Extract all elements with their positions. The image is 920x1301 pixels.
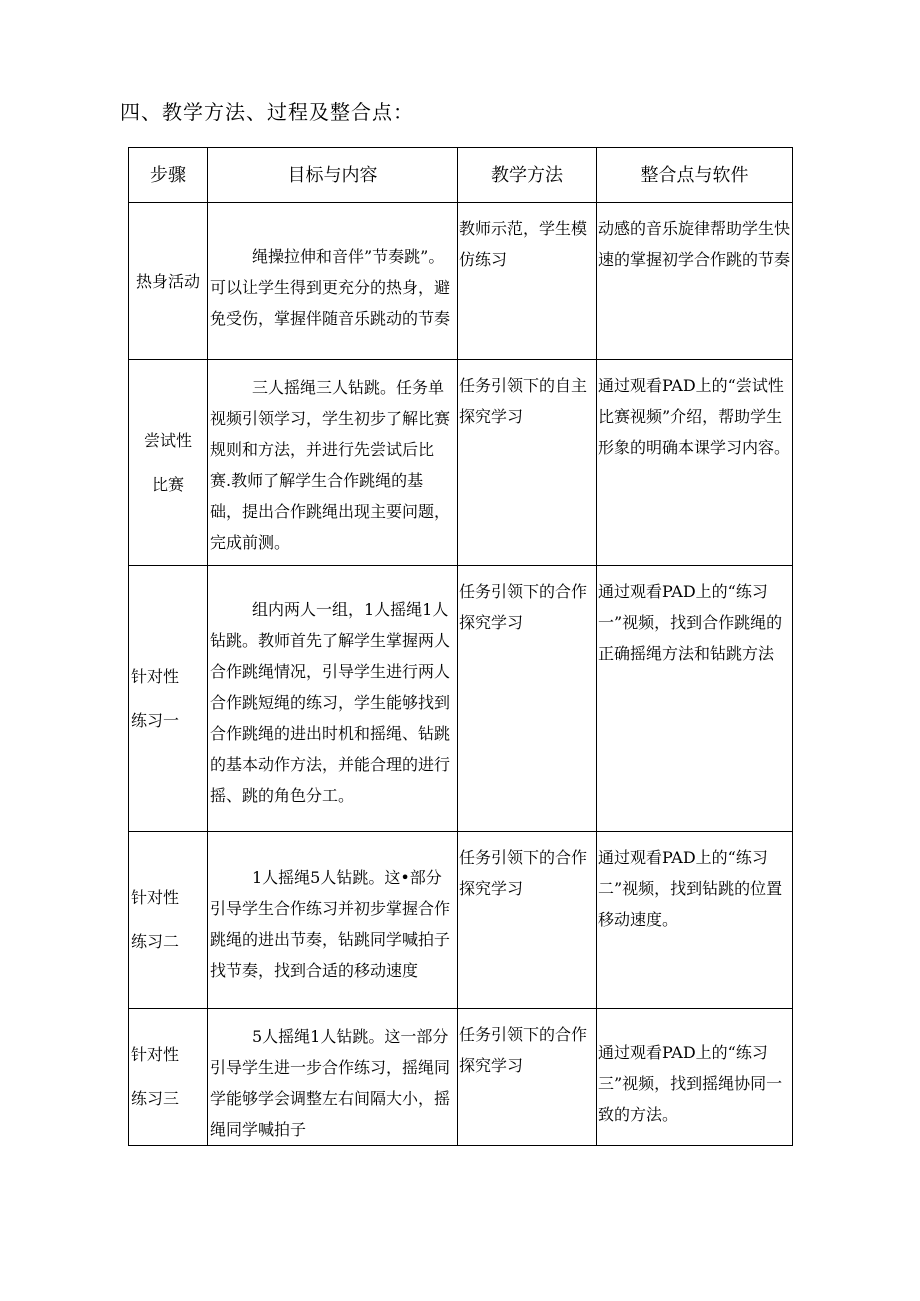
step-cell	[129, 360, 208, 566]
method-text: 任务引领下的合作探究学习	[459, 582, 588, 632]
content-cell	[208, 203, 458, 360]
step-label: 热身活动	[135, 271, 200, 291]
content-text: 5人摇绳1人钻跳。这一部分引导学生进一步合作练习，摇绳同学能够学会调整左右间隔大小，摇绳同学喊拍子	[210, 1027, 451, 1139]
step-label-line2: 练习一	[131, 710, 180, 730]
content-text: 绳操拉伸和音伴”节奏跳”。可以让学生得到更充分的热身，避免受伤，掌握伴随音乐跳动的节奏	[210, 247, 451, 328]
tool-text: 通过观看PAD上的“练习三”视频，找到摇绳协同一致的方法。	[598, 1043, 783, 1124]
header-method: 教学方法	[458, 148, 597, 203]
method-text: 教师示范，学生模仿练习	[459, 219, 588, 269]
header-tool: 整合点与软件	[597, 148, 793, 203]
teaching-process-table	[128, 147, 793, 1146]
step-cell	[129, 203, 208, 360]
step-label-line2: 练习二	[131, 932, 180, 951]
content-cell	[208, 566, 458, 832]
step-cell	[129, 832, 208, 1009]
method-cell	[458, 203, 597, 360]
table-header-row	[129, 148, 793, 203]
tool-text: 动感的音乐旋律帮助学生快速的掌握初学合作跳的节奏	[598, 219, 791, 269]
method-cell	[458, 832, 597, 1009]
tool-cell	[597, 360, 793, 566]
table-row	[129, 1009, 793, 1146]
content-cell	[208, 360, 458, 566]
table-row	[129, 203, 793, 360]
table-row	[129, 566, 793, 832]
step-label-line1: 针对性	[131, 888, 180, 907]
content-text: 1人摇绳5人钻跳。这•部分引导学生合作练习并初步掌握合作跳绳的进出节奏，钻跳同学喊拍子找节奏，找到合适的移动速度	[210, 868, 451, 980]
tool-text: 通过观看PAD上的“尝试性比赛视频”介绍，帮助学生形象的明确本课学习内容。	[598, 376, 791, 457]
tool-text: 通过观看PAD上的“练习一”视频，找到合作跳绳的正确摇绳方法和钻跳方法	[598, 582, 783, 663]
content-cell	[208, 1009, 458, 1146]
method-text: 任务引领下的自主探究学习	[459, 376, 588, 426]
method-text: 任务引领下的合作探究学习	[459, 1025, 588, 1075]
step-cell	[129, 1009, 208, 1146]
step-label-line2: 练习三	[131, 1089, 180, 1108]
content-text: 三人摇绳三人钻跳。任务单视频引领学习，学生初步了解比赛规则和方法，并进行先尝试后比赛.教师了解学生合作跳绳的基础，提出合作跳绳出现主要问题，完成前测。	[210, 378, 451, 552]
content-text: 组内两人一组，1人摇绳1人钻跳。教师首先了解学生掌握两人合作跳绳情况，引导学生进行两人合作跳短绳的练习，学生能够找到合作跳绳的进出时机和摇绳、钻跳的基本动作方法，并能合理的进行摇、跳的角色分工。	[210, 600, 451, 805]
tool-cell	[597, 1009, 793, 1146]
tool-cell	[597, 832, 793, 1009]
method-cell	[458, 566, 597, 832]
step-label-line1: 针对性	[131, 1045, 180, 1064]
tool-text: 通过观看PAD上的“练习二”视频，找到钻跳的位置移动速度。	[598, 848, 783, 929]
step-label-line1: 尝试性	[143, 430, 192, 450]
method-cell	[458, 360, 597, 566]
header-step: 步骤	[129, 148, 208, 203]
step-label-line1: 针对性	[131, 666, 180, 686]
method-text: 任务引领下的合作探究学习	[459, 848, 588, 898]
header-content: 目标与内容	[208, 148, 458, 203]
step-cell	[129, 566, 208, 832]
section-heading: 四、教学方法、过程及整合点：	[120, 100, 414, 124]
table-row	[129, 832, 793, 1009]
content-cell	[208, 832, 458, 1009]
step-label-line2: 比赛	[151, 474, 184, 494]
tool-cell	[597, 203, 793, 360]
method-cell	[458, 1009, 597, 1146]
tool-cell	[597, 566, 793, 832]
table-row	[129, 360, 793, 566]
